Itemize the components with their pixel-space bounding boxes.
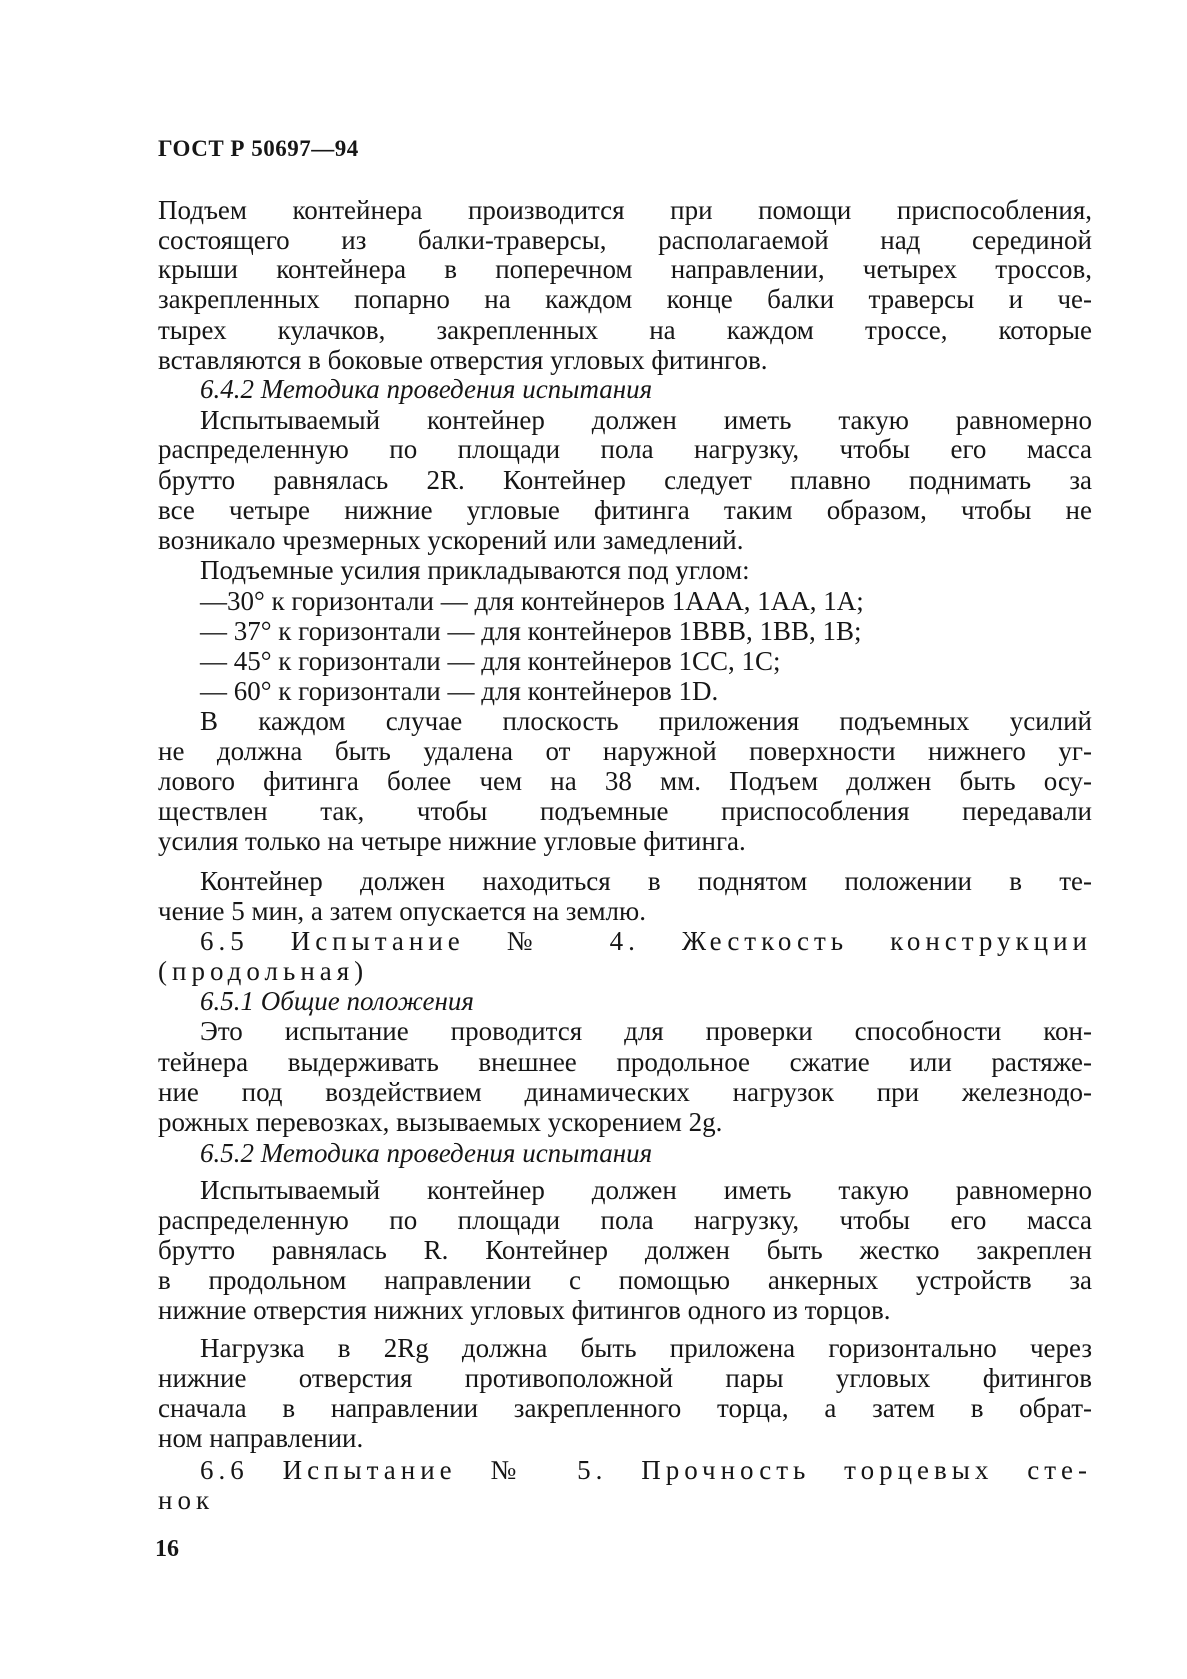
text-line: Это испытание проводится для проверки способности кон- [200,1016,1092,1046]
subsection-heading: 6.4.2 Методика проведения испытания [200,374,653,404]
section-heading: 6.6 Испытание № 5. Прочность торцевых сте- [200,1455,1092,1485]
text-line: нижние отверстия противоположной пары угловых фитингов [158,1363,1092,1393]
text-line: ние под воздействием динамических нагрузок при железнодо- [158,1077,1092,1107]
section-heading: 6.5 Испытание № 4. Жесткость конструкции [200,926,1092,956]
text-line: возникало чрезмерных ускорений или замедлений. [158,525,744,555]
text-line: ществлен так, чтобы подъемные приспособления передавали [158,796,1092,826]
text-line: брутто равнялась 2R. Контейнер следует плавно поднимать за [158,465,1092,495]
text-line: тейнера выдерживать внешнее продольное сжатие или растяже- [158,1047,1092,1077]
text-line: Испытываемый контейнер должен иметь такую равномерно [200,405,1092,435]
standard-header: ГОСТ Р 50697—94 [158,136,359,161]
section-heading: (продольная) [158,956,369,986]
list-item: — 45° к горизонтали — для контейнеров 1СС, 1С; [200,646,781,676]
text-line: рожных перевозках, вызываемых ускорением 2g. [158,1107,723,1137]
section-heading: нок [158,1485,215,1515]
text-line: нижние отверстия нижних угловых фитингов одного из торцов. [158,1295,891,1325]
text-line: закрепленных попарно на каждом конце балки траверсы и че- [158,284,1092,314]
text-line: сначала в направлении закрепленного торца, а затем в обрат- [158,1393,1092,1423]
subsection-heading: 6.5.1 Общие положения [200,986,474,1016]
text-line: Подъем контейнера производится при помощи приспособления, [158,195,1092,225]
text-line: Подъемные усилия прикладываются под углом: [200,555,750,585]
text-line: все четыре нижние угловые фитинга таким образом, чтобы не [158,495,1092,525]
text-line: распределенную по площади пола нагрузку, чтобы его масса [158,434,1092,464]
list-item: — 37° к горизонтали — для контейнеров 1ВВВ, 1ВВ, 1В; [200,616,862,646]
list-item: —30° к горизонтали — для контейнеров 1ААА, 1АА, 1А; [200,586,864,616]
text-line: лового фитинга более чем на 38 мм. Подъем должен быть осу- [158,766,1092,796]
text-line: в продольном направлении с помощью анкерных устройств за [158,1265,1092,1295]
text-line: распределенную по площади пола нагрузку, чтобы его масса [158,1205,1092,1235]
text-line: вставляются в боковые отверстия угловых фитингов. [158,345,768,375]
text-line: крыши контейнера в поперечном направлении, четырех тросcов, [158,254,1092,284]
text-line: Нагрузка в 2Rg должна быть приложена горизонтально через [200,1333,1092,1363]
subsection-heading: 6.5.2 Методика проведения испытания [200,1138,653,1168]
text-line: В каждом случае плоскость приложения подъемных усилий [200,706,1092,736]
text-line: тырех кулачков, закрепленных на каждом тросcе, которые [158,315,1092,345]
text-line: брутто равнялась R. Контейнер должен быть жестко закреплен [158,1235,1092,1265]
page-number: 16 [155,1536,179,1562]
text-line: состоящего из балки-траверсы, располагаемой над серединой [158,225,1092,255]
text-line: чение 5 мин, а затем опускается на землю. [158,896,646,926]
text-line: усилия только на четыре нижние угловые фитинга. [158,826,746,856]
text-line: Контейнер должен находиться в поднятом положении в те- [200,866,1092,896]
list-item: — 60° к горизонтали — для контейнеров 1D. [200,676,719,706]
text-line: не должна быть удалена от наружной поверхности нижнего уг- [158,736,1092,766]
text-line: ном направлении. [158,1423,364,1453]
text-line: Испытываемый контейнер должен иметь такую равномерно [200,1175,1092,1205]
